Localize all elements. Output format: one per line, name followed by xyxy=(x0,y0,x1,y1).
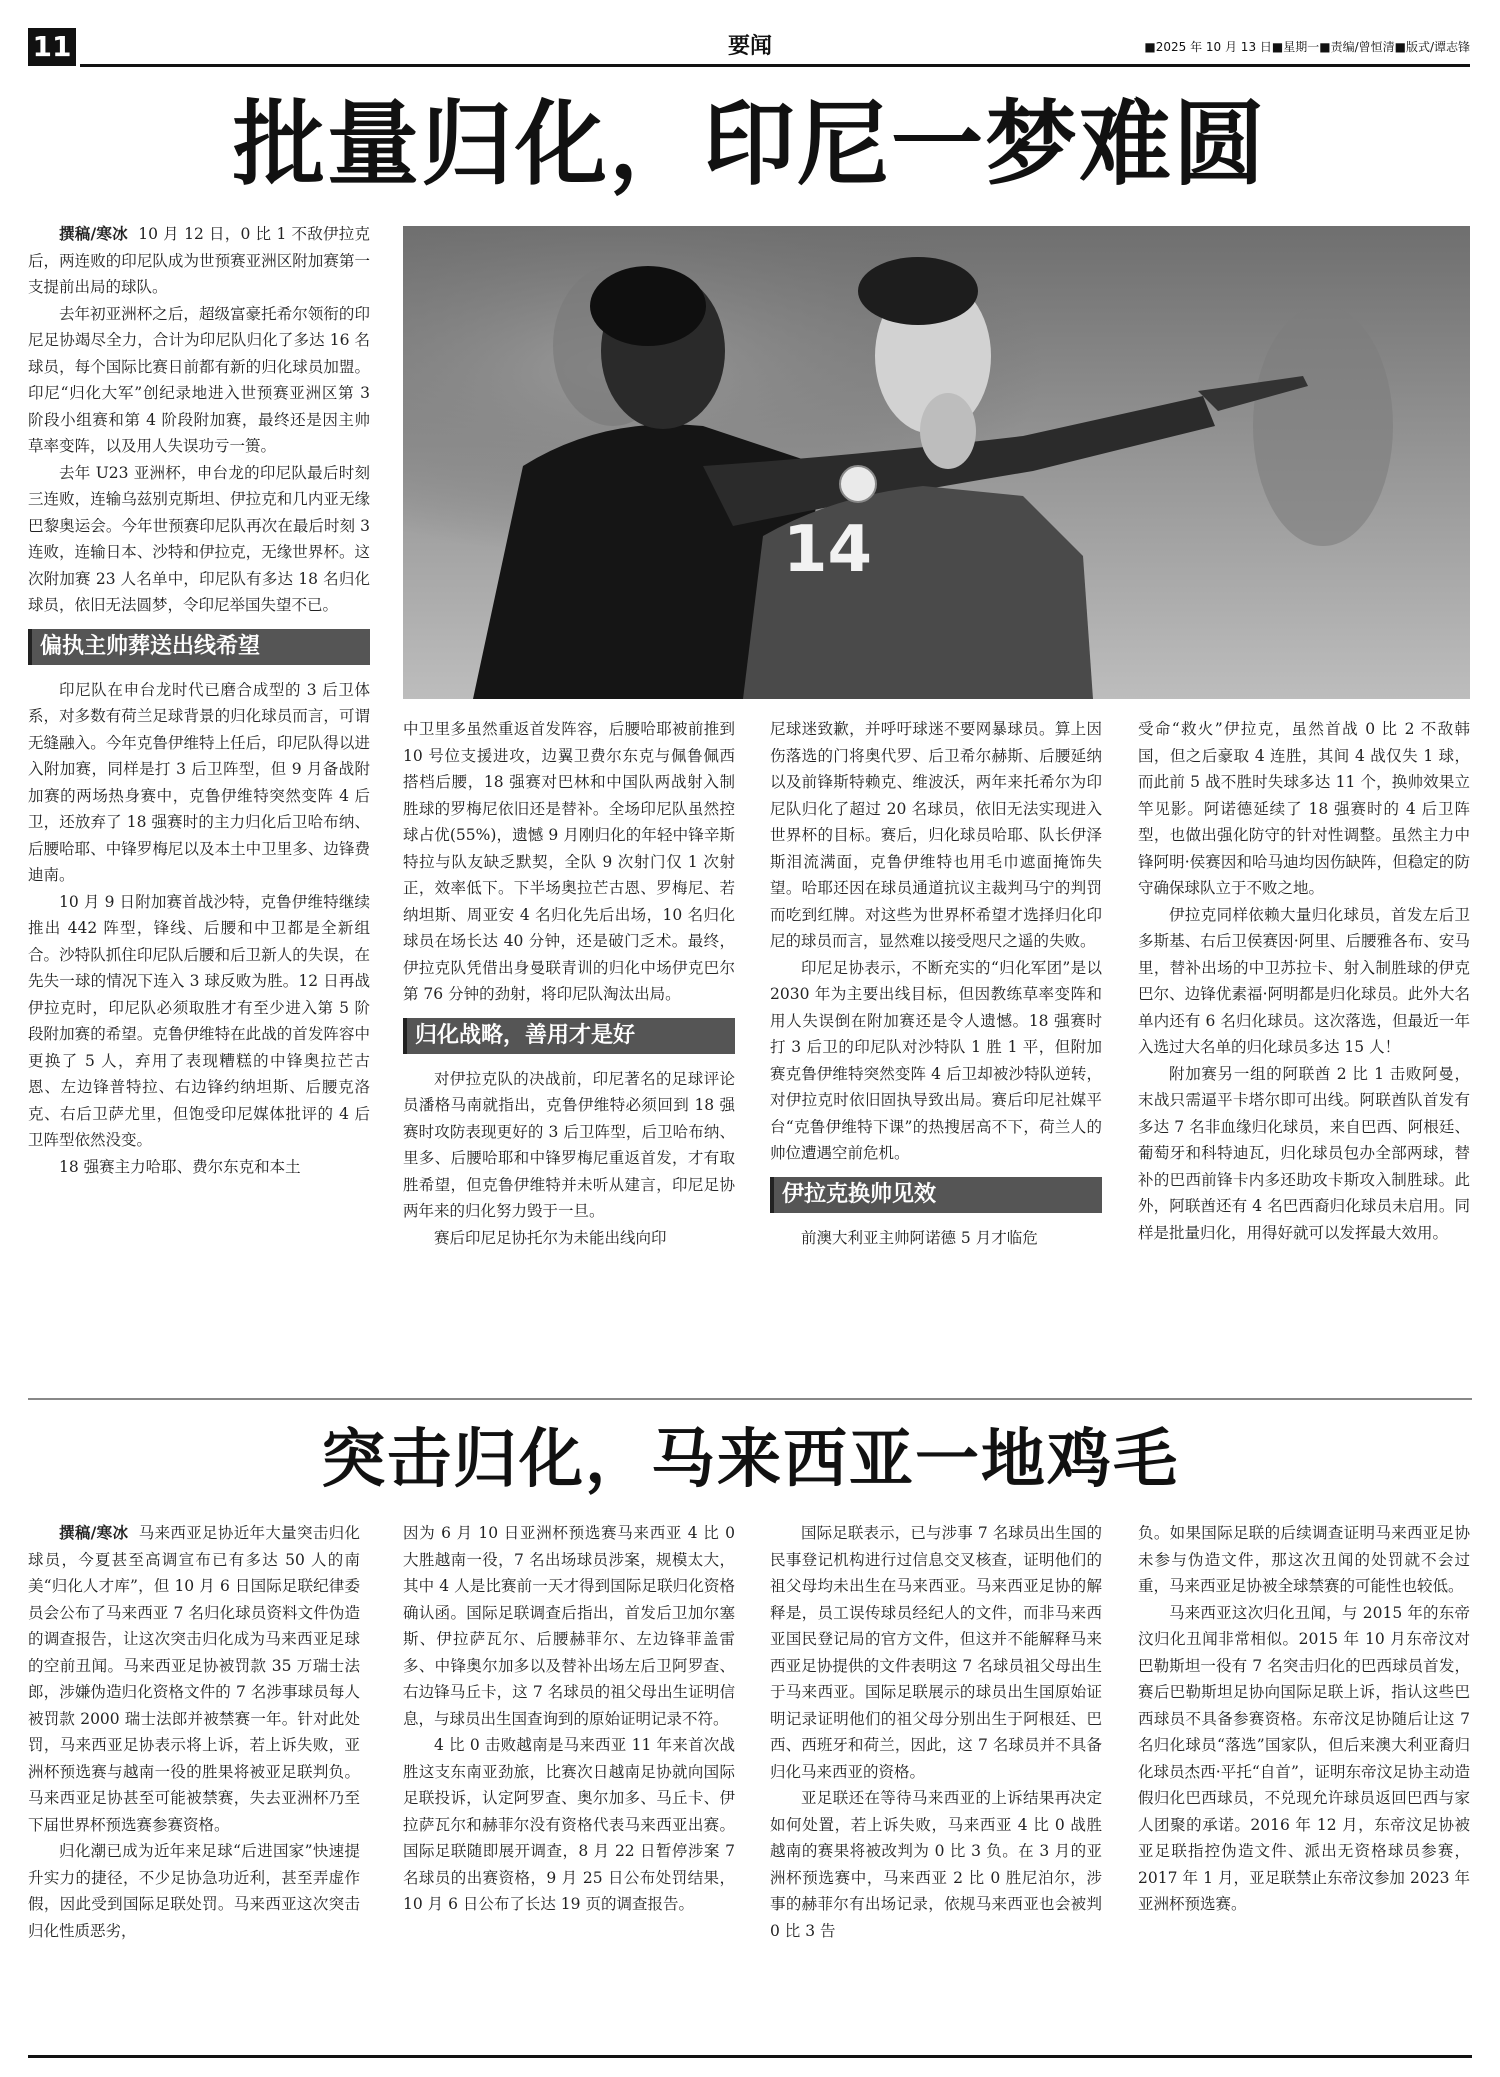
paragraph: 中卫里多虽然重返首发阵容，后腰哈耶被前推到 10 号位支援进攻，边翼卫费尔东克与佩鲁佩西搭档后腰，18 强赛对巴林和中国队两战射入制胜球的罗梅尼依旧还是替补。全场印尼队虽然控球占优(55%)，遗憾 9 月刚归化的年轻中锋辛斯特拉与队友缺乏默契，全队 9 次射门仅 1 次射正，效率低下。下半场奥拉芒古恩、罗梅尼、若纳坦斯、周亚安 4 名归化先后出场，10 名归化球员在场长达 40 分钟，还是破门乏术。最终，伊拉克队凭借出身曼联青训的归化中场伊克巴尔第 76 分钟的劲射，将印尼队淘汰出局。 xyxy=(403,720,735,1003)
paragraph: 印尼队在申台龙时代已磨合成型的 3 后卫体系，对多数有荷兰足球背景的归化球员而言，可谓无缝融入。今年克鲁伊维特上任后，印尼队得以进入附加赛，同样是打 3 后卫阵型，但 9 月备战附加赛的两场热身赛中，克鲁伊维特突然变阵 4 后卫，还放弃了 18 强赛时的主力归化后卫哈布纳、后腰哈耶、中锋罗梅尼以及本土中卫里多、边锋费迪南。 xyxy=(28,680,370,884)
paragraph: 10 月 9 日附加赛首战沙特，克鲁伊维特继续推出 442 阵型，锋线、后腰和中卫都是全新组合。沙特队抓住印尼队后腰和后卫新人的失误，在先失一球的情况下连入 3 球反败为胜。12 日再战伊拉克时，印尼队必须取胜才有至少进入第 5 阶段附加赛的希望。克鲁伊维特在此战的首发阵容中更换了 5 人，弃用了表现糟糕的中锋奥拉芒古恩、左边锋普特拉、右边锋约纳坦斯、后腰克洛克、右后卫萨尤里，但饱受印尼媒体批评的 4 后卫阵型依然没变。 xyxy=(28,892,370,1149)
paragraph: 4 比 0 击败越南是马来西亚 11 年来首次战胜这支东南亚劲旅，比赛次日越南足协就向国际足联投诉，认定阿罗查、奥尔加多、马丘卡、伊拉萨瓦尔和赫菲尔没有资格代表马来西亚出赛。国际足联随即展开调查，8 月 22 日暂停涉案 7 名球员的出赛资格，9 月 25 日公布处罚结果，10 月 6 日公布了长达 19 页的调查报告。 xyxy=(403,1736,735,1913)
paragraph: 马来西亚足协近年大量突击归化球员，今夏甚至高调宣布已有多达 50 人的南美“归化人才库”，但 10 月 6 日国际足联纪律委员会公布了马来西亚 7 名归化球员资料文件伪造的调查报告，让这次突击归化成为马来西亚足球的空前丑闻。马来西亚足协被罚款 35 万瑞士法郎，涉嫌伪造归化资格文件的 7 名涉事球员每人被罚款 2000 瑞士法郎并被禁赛一年。针对此处罚，马来西亚足协表示将上诉，若上诉失败，亚洲杯预选赛与越南一役的胜果将被亚足联判负。马来西亚足协甚至可能被禁赛，失去亚洲杯乃至下届世界杯预选赛参赛资格。 xyxy=(28,1524,360,1834)
paragraph: 18 强赛主力哈耶、费尔东克和本土 xyxy=(59,1157,301,1176)
article1-column-3 xyxy=(770,716,1102,1251)
paragraph: 马来西亚这次归化丑闻，与 2015 年的东帝汶归化丑闻非常相似。2015 年 10 月东帝汶对巴勒斯坦一役有 7 名突击归化的巴西球员首发，赛后巴勒斯坦足协向国际足联上诉，指认这些巴西球员不具备参赛资格。东帝汶足协随后让这 7 名归化球员“落选”国家队，但后来澳大利亚裔归化球员杰西·平托“自首”，证明东帝汶足协主动造假归化巴西球员，不兑现允许球员返回巴西与家人团聚的承诺。2016 年 12 月，东帝汶足协被亚足联指控伪造文件、派出无资格球员参赛，2017 年 1 月，亚足联禁止东帝汶参加 2023 年亚洲杯预选赛。 xyxy=(1138,1603,1470,1913)
article1-column-4 xyxy=(1138,716,1470,1246)
article2-column-3 xyxy=(770,1520,1102,1944)
article1-column-1 xyxy=(28,221,370,1180)
page-number: 11 xyxy=(28,28,76,66)
paragraph: 亚足联还在等待马来西亚的上诉结果再决定如何处置，若上诉失败，马来西亚 4 比 0 战胜越南的赛果将被改判为 0 比 3 负。在 3 月的亚洲杯预选赛中，马来西亚 2 比 0 胜尼泊尔，涉事的赫菲尔有出场记录，依规马来西亚也会被判 0 比 3 告 xyxy=(770,1789,1102,1940)
jersey-number: 14 xyxy=(783,513,873,587)
paragraph: 因为 6 月 10 日亚洲杯预选赛马来西亚 4 比 0 大胜越南一役，7 名出场球员涉案，规模太大，其中 4 人是比赛前一天才得到国际足联归化资格确认函。国际足联调查后指出，首发后卫加尔塞斯、伊拉萨瓦尔、后腰赫菲尔、左边锋菲盖雷多、中锋奥尔加多以及替补出场左后卫阿罗查、右边锋马丘卡，这 7 名球员的祖父母出生证明信息，与球员出生国查询到的原始证明记录不符。 xyxy=(403,1524,735,1728)
paragraph: 尼球迷致歉，并呼吁球迷不要网暴球员。算上因伤落选的门将奥代罗、后卫希尔赫斯、后腰延纳以及前锋斯特赖克、维波沃，两年来托希尔为印尼队归化了超过 20 名球员，依旧无法实现进入世界杯的目标。赛后，归化球员哈耶、队长伊泽斯泪流满面，克鲁伊维特也用毛巾遮面掩饰失望。哈耶还因在球员通道抗议主裁判马宁的判罚而吃到红牌。对这些为世界杯希望才选择归化印尼的球员而言，显然难以接受咫尺之遥的失败。 xyxy=(770,720,1102,950)
paragraph: 前澳大利亚主帅阿诺德 5 月才临危 xyxy=(801,1228,1038,1247)
section-title: 要闻 xyxy=(727,34,772,59)
article1-byline: 撰稿/寒冰 xyxy=(59,224,128,243)
paragraph: 去年 U23 亚洲杯，申台龙的印尼队最后时刻三连败，连输乌兹别克斯坦、伊拉克和几内亚无缘巴黎奥运会。今年世预赛印尼队再次在最后时刻 3 连败，连输日本、沙特和伊拉克，无缘世界杯。这次附加赛 23 人名单中，印尼队有多达 18 名归化球员，依旧无法圆梦，令印尼举国失望不已。 xyxy=(28,463,370,614)
paragraph: 赛后印尼足协托尔为未能出线向印 xyxy=(434,1228,667,1247)
paragraph: 对伊拉克队的决战前，印尼著名的足球评论员潘格马南就指出，克鲁伊维特必须回到 18 强赛时攻防表现更好的 3 后卫阵型，后卫哈布纳、里多、后腰哈耶和中锋罗梅尼重返首发，才有取胜希望，但克鲁伊维特并未听从建言，印尼足协两年来的归化努力毁于一旦。 xyxy=(403,1069,735,1220)
photo-illustration xyxy=(403,226,1470,699)
article2-byline: 撰稿/寒冰 xyxy=(59,1523,129,1542)
paragraph: 10 月 12 日，0 比 1 不敌伊拉克后，两连败的印尼队成为世预赛亚洲区附加赛第一支提前出局的球队。 xyxy=(28,225,371,296)
article1-headline: 批量归化，印尼一梦难圆 xyxy=(232,91,1267,198)
paragraph: 国际足联表示，已与涉事 7 名球员出生国的民事登记机构进行过信息交叉核查，证明他们的祖父母均未出生在马来西亚。马来西亚足协的解释是，员工误传球员经纪人的文件，而非马来西亚国民登记局的官方文件，但这并不能解释马来西亚足协提供的文件表明这 7 名球员祖父母出生于马来西亚。国际足联展示的球员出生国原始证明记录证明他们的祖父母分别出生于阿根廷、巴西、西班牙和荷兰，因此，这 7 名球员并不具备归化马来西亚的资格。 xyxy=(770,1524,1102,1781)
article-divider xyxy=(28,1398,1472,1400)
subheading: 归化战略，善用才是好 xyxy=(403,1018,735,1054)
paragraph: 印尼足协表示，不断充实的“归化军团”是以 2030 年为主要出线目标，但因教练草率变阵和用人失误倒在附加赛还是令人遗憾。18 强赛时打 3 后卫的印尼队对沙特队 1 胜 1 平，但附加赛克鲁伊维特突然变阵 4 后卫却被沙特队逆转，对伊拉克时依旧固执导致出局。赛后印尼社媒平台“克鲁伊维特下课”的热搜居高不下，荷兰人的帅位遭遇空前危机。 xyxy=(770,958,1102,1162)
article1-photo xyxy=(403,226,1470,699)
article2-column-4 xyxy=(1138,1520,1470,1918)
page-bottom-rule xyxy=(28,2055,1472,2058)
article1-column-2 xyxy=(403,716,735,1251)
article2-headline: 突击归化，马来西亚一地鸡毛 xyxy=(321,1423,1179,1497)
paragraph: 受命“救火”伊拉克，虽然首战 0 比 2 不敌韩国，但之后豪取 4 连胜，其间 4 战仅失 1 球，而此前 5 战不胜时失球多达 11 个，换帅效果立竿见影。阿诺德延续了 18 强赛时的 4 后卫阵型，也做出强化防守的针对性调整。虽然主力中锋阿明·侯赛因和哈马迪均因伤缺阵，但稳定的防守确保球队立于不败之地。 xyxy=(1138,720,1470,897)
subheading: 偏执主帅葬送出线希望 xyxy=(28,629,370,665)
paragraph: 归化潮已成为近年来足球“后进国家”快速提升实力的捷径，不少足协急功近利，甚至弄虚作假，因此受到国际足联处罚。马来西亚这次突击归化性质恶劣， xyxy=(28,1842,360,1940)
subheading: 伊拉克换帅见效 xyxy=(770,1177,1102,1213)
paragraph: 负。如果国际足联的后续调查证明马来西亚足协未参与伪造文件，那这次丑闻的处罚就不会过重，马来西亚足协被全球禁赛的可能性也较低。 xyxy=(1138,1524,1470,1595)
article2-column-1 xyxy=(28,1520,360,1944)
paragraph: 伊拉克同样依赖大量归化球员，首发左后卫多斯基、右后卫侯赛因·阿里、后腰雅各布、安马里，替补出场的中卫苏拉卡、射入制胜球的伊克巴尔、边锋优素福·阿明都是归化球员。此外大名单内还有 6 名归化球员。这次落选，但最近一年入选过大名单的归化球员多达 15 人！ xyxy=(1138,905,1470,1056)
dateline: ■2025 年 10 月 13 日■星期一■责编/曾恒清■版式/谭志锋 xyxy=(1144,40,1470,54)
paragraph: 去年初亚洲杯之后，超级富豪托希尔领衔的印尼足协竭尽全力，合计为印尼队归化了多达 16 名球员，每个国际比赛日前都有新的归化球员加盟。印尼“归化大军”创纪录地进入世预赛亚洲区第 3 阶段小组赛和第 4 阶段附加赛，最终还是因主帅草率变阵，以及用人失误功亏一篑。 xyxy=(28,304,370,455)
article2-column-2 xyxy=(403,1520,735,1918)
paragraph: 附加赛另一组的阿联酋 2 比 1 击败阿曼，末战只需逼平卡塔尔即可出线。阿联酋队首发有多达 7 名非血缘归化球员，来自巴西、阿根廷、葡萄牙和科特迪瓦，归化球员包办全部两球，替补的巴西前锋卡内多还助攻卡斯攻入制胜球。此外，阿联酋还有 4 名巴西裔归化球员未启用。同样是批量归化，用得好就可以发挥最大效用。 xyxy=(1138,1064,1470,1242)
